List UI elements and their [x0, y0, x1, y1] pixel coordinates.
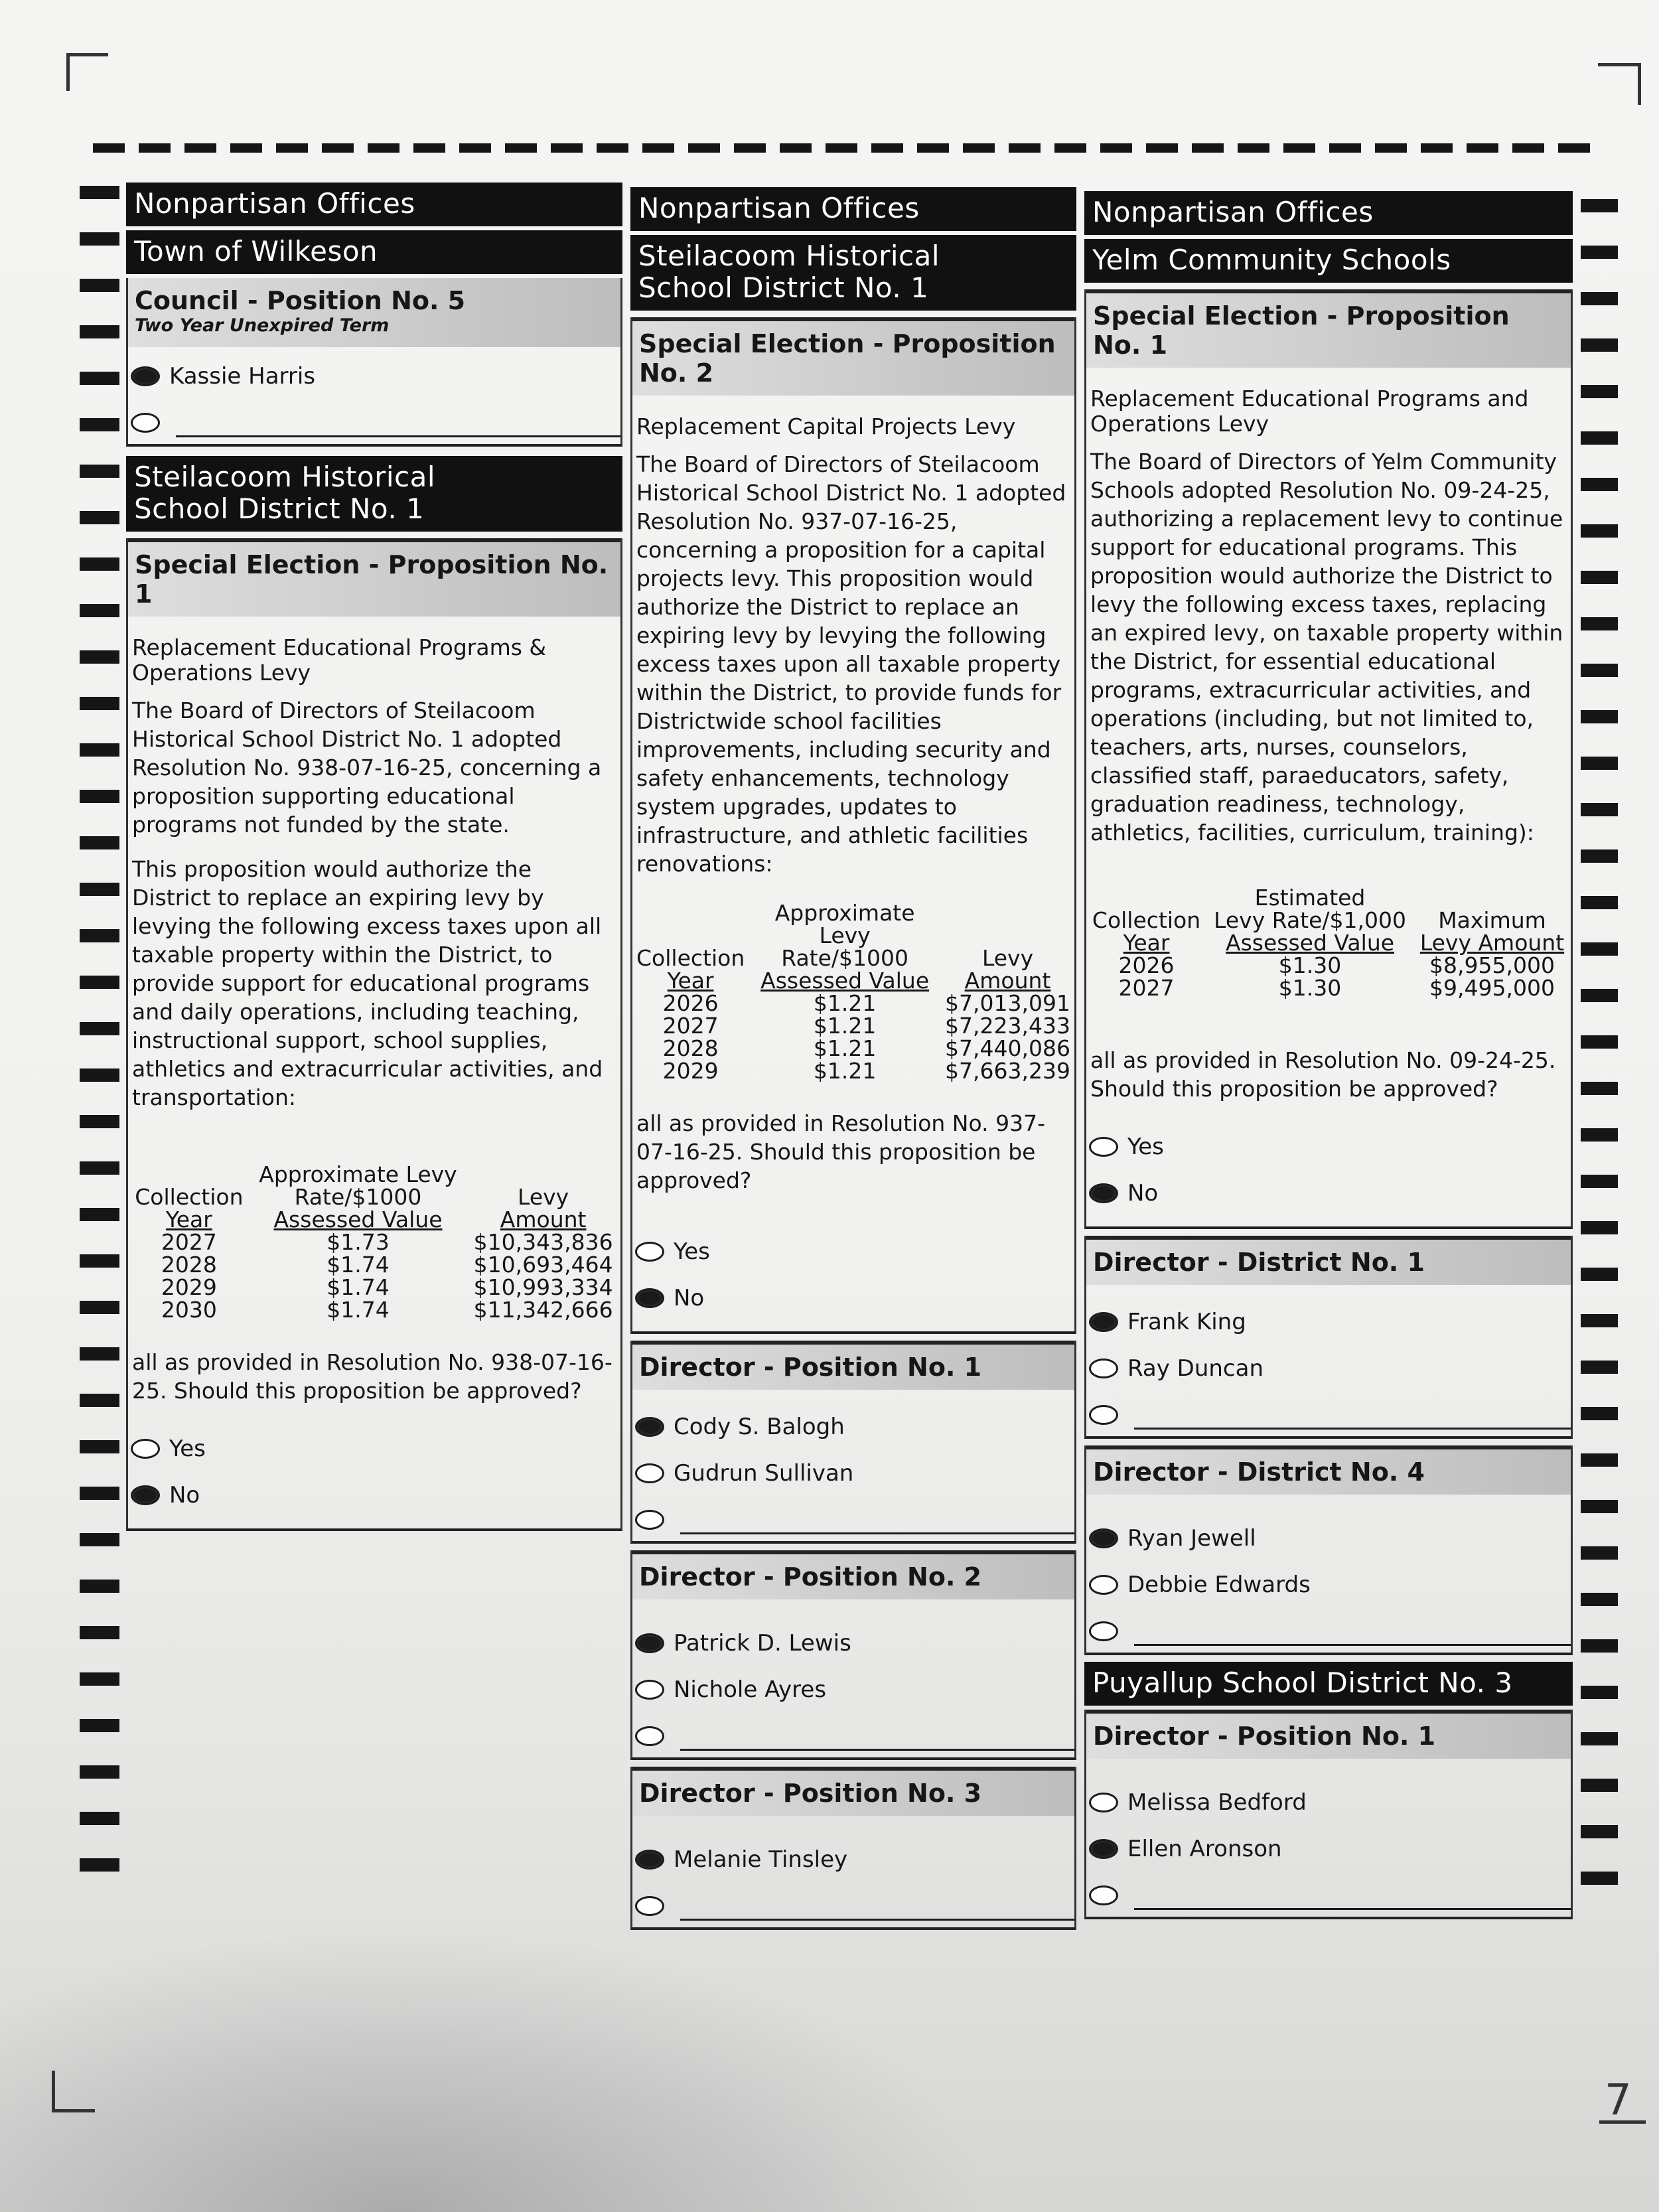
vote-oval-icon[interactable]	[635, 1463, 664, 1483]
measure-yelm-prop-1	[1084, 289, 1573, 1229]
measure-text	[632, 450, 1074, 878]
measure-paragraph-1: The Board of Directors of Steilacoom Historical School District No. 1 adopted Resolution No. 937-07-16-25, concerning a proposition for a capital projects levy. This proposition would authorize the District to replace an expiring levy by levying the following excess taxes upon all taxable property within the District, to provide funds for Districtwide school facilities improvements, including security and safety enhancements, technology system upgrades, updates to infrastructure, and athletic facilities renovations:	[636, 451, 1066, 877]
levy-table	[128, 1163, 620, 1321]
candidate-option[interactable]	[1086, 1785, 1571, 1820]
table-header: Estimated Levy Rate/$1,000 Assessed Value	[1214, 885, 1406, 956]
vote-oval-icon[interactable]	[1089, 1312, 1118, 1332]
vote-oval-icon[interactable]	[131, 366, 160, 386]
race-director-district-1	[1084, 1236, 1573, 1439]
candidate-name: Patrick D. Lewis	[674, 1630, 851, 1657]
table-row: 2029 $1.21 $7,663,239	[662, 1058, 1070, 1084]
measure-title: Special Election - Proposition No. 2	[632, 317, 1074, 396]
measure-subtitle: Replacement Capital Projects Levy	[636, 413, 1016, 439]
measure-title: Special Election - Proposition No. 1	[128, 538, 620, 617]
candidate-name: Melissa Bedford	[1127, 1789, 1307, 1816]
table-header: Collection Year	[636, 945, 745, 994]
write-in-option[interactable]	[632, 1503, 1074, 1537]
measure-text	[128, 696, 620, 1112]
candidate-option[interactable]	[632, 1410, 1074, 1444]
table-header: Levy Amount	[500, 1184, 587, 1232]
candidate-name: Nichole Ayres	[674, 1676, 827, 1703]
table-row: 2027 $1.73 $10,343,836	[161, 1229, 613, 1255]
write-in-line[interactable]	[1134, 1644, 1571, 1646]
measure-option-no[interactable]	[128, 1478, 620, 1512]
write-in-option[interactable]	[1086, 1614, 1571, 1649]
candidate-option[interactable]	[632, 1456, 1074, 1491]
measure-option-yes[interactable]	[1086, 1130, 1571, 1164]
ballot-column-3	[1084, 191, 1573, 1925]
option-label: No	[1127, 1180, 1159, 1207]
measure-subtitle-line-1: Replacement Educational Programs and	[1090, 386, 1529, 411]
vote-oval-icon[interactable]	[1089, 1839, 1118, 1859]
jurisdiction-header	[630, 235, 1076, 311]
timing-marks-left	[80, 186, 119, 1872]
option-label: No	[674, 1285, 705, 1311]
candidate-option[interactable]	[632, 1672, 1074, 1707]
vote-oval-icon[interactable]	[635, 1896, 664, 1916]
vote-oval-icon[interactable]	[131, 1439, 160, 1459]
table-header: Collection Year	[135, 1184, 244, 1232]
write-in-option[interactable]	[1086, 1398, 1571, 1432]
page-number: 7	[1605, 2076, 1632, 2125]
table-row: 2027 $1.30 $9,495,000	[1118, 975, 1555, 1001]
vote-oval-icon[interactable]	[1089, 1528, 1118, 1548]
race-council-position-5	[126, 278, 622, 447]
table-row: 2030 $1.74 $11,342,666	[161, 1297, 613, 1323]
write-in-line[interactable]	[1134, 1428, 1571, 1430]
option-label: Yes	[674, 1238, 710, 1265]
candidate-option[interactable]	[1086, 1832, 1571, 1866]
ballot-column-1	[126, 183, 622, 1536]
vote-oval-icon[interactable]	[635, 1726, 664, 1746]
measure-subtitle-line-1: Replacement Educational Programs &	[132, 634, 547, 660]
vote-oval-icon[interactable]	[635, 1417, 664, 1437]
table-header: Approximate Levy Rate/$1000 Assessed Value	[760, 900, 930, 994]
race-title-text: Council - Position No. 5	[135, 286, 466, 315]
race-director-position-1	[630, 1341, 1076, 1544]
section-header: Nonpartisan Offices	[126, 183, 622, 226]
candidate-option[interactable]	[128, 359, 620, 394]
write-in-option[interactable]	[632, 1719, 1074, 1753]
vote-oval-icon[interactable]	[1089, 1575, 1118, 1595]
measure-paragraph-1: The Board of Directors of Steilacoom Historical School District No. 1 adopted Resolution No. 938-07-16-25, concerning a proposition supporting educational programs not funded by the state.	[132, 698, 602, 838]
table-header: Approximate Levy Rate/$1000 Assessed Value	[259, 1161, 457, 1232]
shadow-overlay	[0, 1925, 995, 2212]
race-title: Director - Position No. 1	[1086, 1710, 1571, 1759]
section-header: Nonpartisan Offices	[1084, 191, 1573, 235]
table-header: Collection Year	[1092, 907, 1201, 956]
vote-oval-icon[interactable]	[1089, 1405, 1118, 1425]
measure-option-yes[interactable]	[632, 1234, 1074, 1269]
table-row: 2028 $1.21 $7,440,086	[662, 1035, 1070, 1061]
registration-mark-top-left	[66, 53, 108, 91]
vote-oval-icon[interactable]	[1089, 1621, 1118, 1641]
race-title: Director - District No. 1	[1086, 1236, 1571, 1285]
measure-option-yes[interactable]	[128, 1432, 620, 1466]
write-in-line[interactable]	[1134, 1908, 1571, 1910]
race-title: Director - Position No. 1	[632, 1341, 1074, 1390]
timing-marks-top	[93, 143, 1619, 154]
candidate-option[interactable]	[1086, 1351, 1571, 1386]
jurisdiction-line-2: School District No. 1	[638, 271, 929, 304]
write-in-option[interactable]	[1086, 1878, 1571, 1913]
measure-subtitle	[132, 635, 616, 686]
registration-mark-top-right	[1598, 63, 1641, 105]
vote-oval-icon[interactable]	[1089, 1885, 1118, 1905]
ballot-column-2	[630, 187, 1076, 1935]
race-term-note: Two Year Unexpired Term	[135, 315, 390, 336]
candidate-option[interactable]	[1086, 1305, 1571, 1339]
measure-option-no[interactable]	[1086, 1176, 1571, 1211]
race-puyallup-director-position-1	[1084, 1710, 1573, 1919]
section-header: Nonpartisan Offices	[630, 187, 1076, 231]
vote-oval-icon[interactable]	[131, 413, 160, 433]
write-in-line[interactable]	[680, 1532, 1074, 1534]
candidate-option[interactable]	[632, 1626, 1074, 1660]
levy-table	[1086, 887, 1571, 999]
candidate-name: Ray Duncan	[1127, 1355, 1263, 1382]
measure-paragraph-1: The Board of Directors of Yelm Community Schools adopted Resolution No. 09-24-25, authorizing a replacement levy to continue support for educational programs. This proposition would authorize the District to levy the following excess taxes, replacing an expired levy, on taxable property within the District, for essential educational programs, extracurricular activities, and operations (including, but not limited to, teachers, arts, nurses, counselors, classified staff, paraeducators, safety, graduation readiness, technology, athletics, facilities, curriculum, training):	[1090, 449, 1563, 846]
jurisdiction-line-1: Steilacoom Historical	[134, 461, 436, 493]
jurisdiction-header: Puyallup School District No. 3	[1084, 1662, 1573, 1706]
write-in-line[interactable]	[176, 435, 620, 437]
measure-question: all as provided in Resolution No. 938-07-16-25. Should this proposition be approved?	[132, 1349, 613, 1404]
candidate-name: Kassie Harris	[169, 363, 316, 390]
table-row: 2029 $1.74 $10,993,334	[161, 1274, 613, 1300]
write-in-line[interactable]	[680, 1749, 1074, 1751]
candidate-name: Gudrun Sullivan	[674, 1460, 854, 1487]
race-title: Director - District No. 4	[1086, 1445, 1571, 1495]
race-director-district-4	[1084, 1445, 1573, 1655]
table-header: Levy Amount	[964, 945, 1051, 994]
jurisdiction-header: Town of Wilkeson	[126, 230, 622, 274]
option-label: No	[169, 1482, 200, 1509]
vote-oval-icon[interactable]	[1089, 1359, 1118, 1378]
jurisdiction-header: Yelm Community Schools	[1084, 239, 1573, 283]
vote-oval-icon[interactable]	[635, 1680, 664, 1700]
vote-oval-icon[interactable]	[1089, 1137, 1118, 1157]
option-label: Yes	[169, 1436, 206, 1462]
candidate-name: Ryan Jewell	[1127, 1525, 1256, 1552]
table-header: Maximum Levy Amount	[1419, 907, 1565, 956]
table-row: 2026 $1.21 $7,013,091	[662, 990, 1070, 1016]
measure-subtitle-line-2: Operations Levy	[1090, 411, 1269, 437]
vote-oval-icon[interactable]	[635, 1242, 664, 1262]
measure-option-no[interactable]	[632, 1281, 1074, 1315]
candidate-name: Ellen Aronson	[1127, 1836, 1282, 1862]
vote-oval-icon[interactable]	[635, 1850, 664, 1870]
vote-oval-icon[interactable]	[1089, 1793, 1118, 1812]
candidate-name: Debbie Edwards	[1127, 1572, 1311, 1598]
measure-question: all as provided in Resolution No. 937-07-16-25. Should this proposition be approved?	[636, 1110, 1045, 1193]
vote-oval-icon[interactable]	[635, 1510, 664, 1530]
vote-oval-icon[interactable]	[635, 1288, 664, 1308]
race-director-position-2	[630, 1550, 1076, 1760]
measure-subtitle	[1090, 386, 1567, 437]
candidate-name: Melanie Tinsley	[674, 1846, 848, 1873]
registration-mark-bottom-left	[52, 2071, 95, 2112]
race-title: Director - Position No. 3	[632, 1767, 1074, 1816]
vote-oval-icon[interactable]	[635, 1633, 664, 1653]
write-in-line[interactable]	[680, 1919, 1074, 1921]
vote-oval-icon[interactable]	[1089, 1183, 1118, 1203]
measure-prop-1	[126, 538, 622, 1531]
race-director-position-3	[630, 1767, 1076, 1930]
candidate-name: Cody S. Balogh	[674, 1414, 845, 1440]
measure-text	[1086, 447, 1571, 847]
vote-oval-icon[interactable]	[131, 1485, 160, 1505]
table-row: 2026 $1.30 $8,955,000	[1118, 952, 1555, 978]
candidate-option[interactable]	[632, 1842, 1074, 1877]
measure-title: Special Election - Proposition No. 1	[1086, 289, 1571, 368]
levy-table	[632, 902, 1074, 1082]
race-title	[128, 278, 620, 347]
table-row: 2027 $1.21 $7,223,433	[662, 1013, 1070, 1039]
measure-subtitle-line-2: Operations Levy	[132, 660, 311, 686]
option-label: Yes	[1127, 1134, 1164, 1160]
candidate-option[interactable]	[1086, 1521, 1571, 1556]
candidate-name: Frank King	[1127, 1309, 1246, 1335]
table-row: 2028 $1.74 $10,693,464	[161, 1252, 613, 1278]
jurisdiction-line-1: Steilacoom Historical	[638, 240, 940, 272]
write-in-option[interactable]	[128, 406, 620, 440]
write-in-option[interactable]	[632, 1889, 1074, 1923]
candidate-option[interactable]	[1086, 1568, 1571, 1602]
jurisdiction-line-2: School District No. 1	[134, 492, 425, 525]
measure-prop-2	[630, 317, 1076, 1334]
timing-marks-right	[1581, 199, 1618, 1885]
measure-question: all as provided in Resolution No. 09-24-25. Should this proposition be approved?	[1090, 1047, 1556, 1102]
measure-paragraph-2: This proposition would authorize the District to replace an expiring levy by levying the following excess taxes upon all taxable property within the District, to provide support for educational programs and daily operations, including teaching, instructional support, school supplies, athletics and extracurricular activities, and transportation:	[132, 856, 603, 1110]
jurisdiction-header	[126, 456, 622, 532]
race-title: Director - Position No. 2	[632, 1550, 1074, 1599]
